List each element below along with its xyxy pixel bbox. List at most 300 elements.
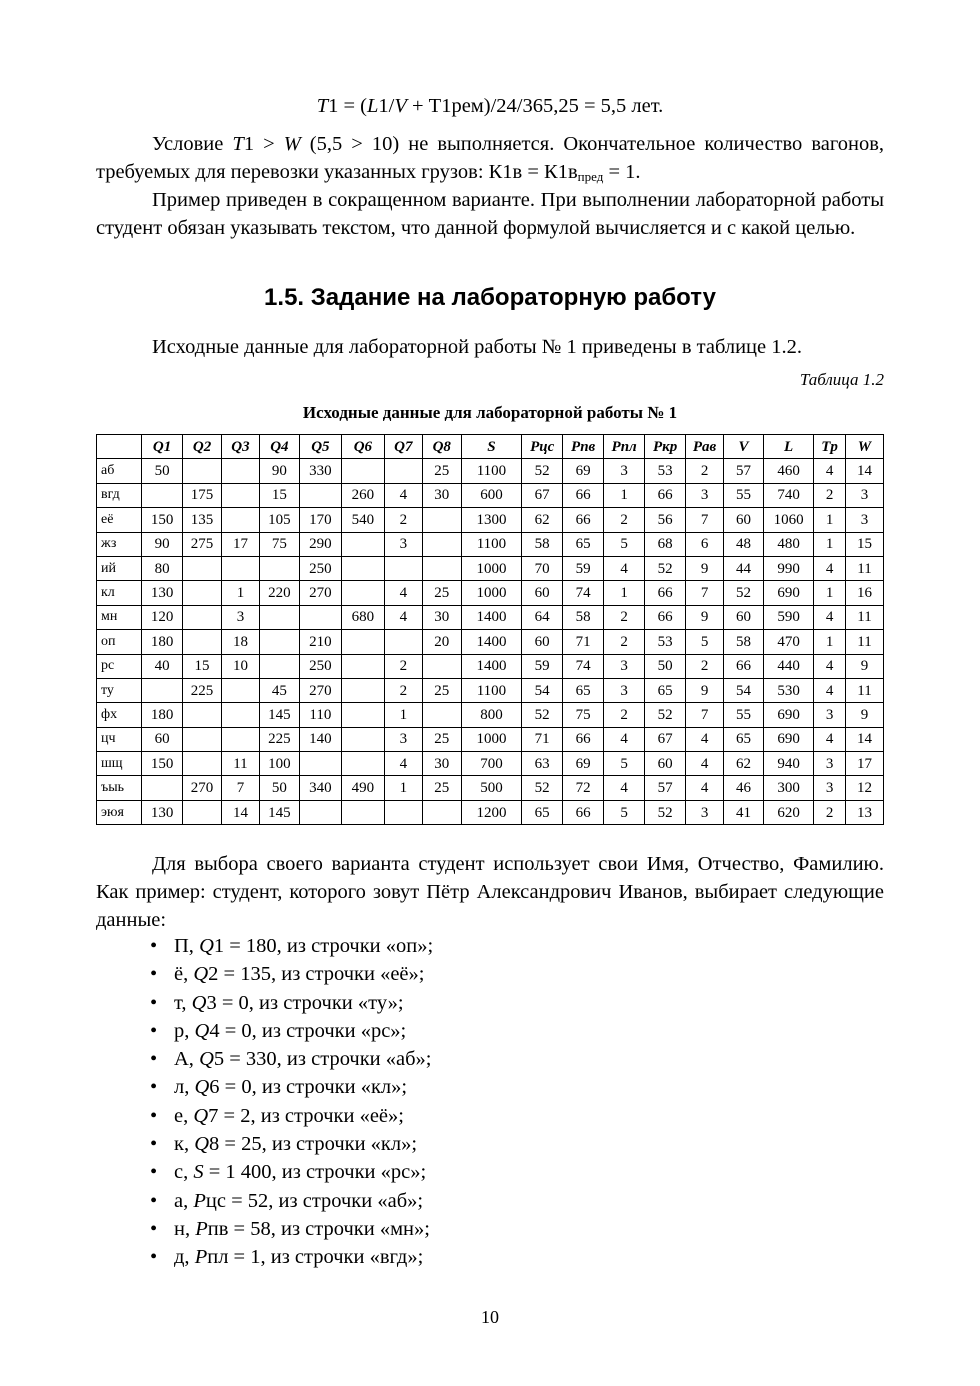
data-cell: 60 <box>522 581 563 605</box>
data-cell: 800 <box>461 703 521 727</box>
data-cell: 1 <box>384 776 422 800</box>
data-cell <box>183 605 222 629</box>
row-label-cell: цч <box>97 727 142 751</box>
header-cell: Q5 <box>299 435 341 459</box>
header-cell: Q8 <box>422 435 461 459</box>
data-cell: 1 <box>814 508 846 532</box>
header-cell: Q2 <box>183 435 222 459</box>
bullet-letter: е, <box>174 1104 194 1127</box>
bullet-variable: Q <box>194 1076 210 1099</box>
variant-bullet-item <box>148 1187 433 1215</box>
data-cell: 12 <box>845 776 883 800</box>
data-cell: 4 <box>384 752 422 776</box>
data-cell: 3 <box>222 605 260 629</box>
data-cell: 4 <box>814 654 846 678</box>
data-cell: 4 <box>686 776 724 800</box>
data-cell: 56 <box>645 508 686 532</box>
data-cell: 990 <box>763 556 813 580</box>
data-cell: 210 <box>299 630 341 654</box>
data-cell: 620 <box>763 800 813 824</box>
data-cell: 15 <box>183 654 222 678</box>
text-run: = 1. <box>603 161 641 183</box>
data-cell: 52 <box>645 800 686 824</box>
data-cell <box>222 483 260 507</box>
data-cell: 540 <box>341 508 384 532</box>
data-cell <box>384 556 422 580</box>
data-cell: 3 <box>845 508 883 532</box>
data-cell: 300 <box>763 776 813 800</box>
data-cell: 330 <box>299 459 341 483</box>
table-row <box>97 752 884 776</box>
bullet-letter: с, <box>174 1161 194 1184</box>
data-cell: 110 <box>299 703 341 727</box>
header-cell: Pав <box>686 435 724 459</box>
data-cell: 690 <box>763 727 813 751</box>
bullet-letter: р, <box>174 1019 195 1042</box>
table-row <box>97 556 884 580</box>
page-number: 10 <box>481 1307 499 1327</box>
data-cell <box>183 630 222 654</box>
table-row <box>97 727 884 751</box>
data-cell: 57 <box>645 776 686 800</box>
data-cell: 700 <box>461 752 521 776</box>
data-cell: 480 <box>763 532 813 556</box>
data-cell: 690 <box>763 581 813 605</box>
data-cell <box>341 532 384 556</box>
data-cell: 52 <box>645 556 686 580</box>
data-cell: 530 <box>763 678 813 702</box>
data-cell <box>341 678 384 702</box>
header-cell: Q6 <box>341 435 384 459</box>
table-row <box>97 703 884 727</box>
data-cell: 90 <box>259 459 299 483</box>
data-cell: 46 <box>724 776 764 800</box>
data-cell: 4 <box>384 605 422 629</box>
header-cell: Q1 <box>142 435 183 459</box>
row-label-cell: аб <box>97 459 142 483</box>
data-cell: 3 <box>814 776 846 800</box>
data-cell <box>222 556 260 580</box>
data-cell: 1100 <box>461 532 521 556</box>
text-run: 1 > <box>243 133 284 155</box>
data-cell: 13 <box>845 800 883 824</box>
bullet-variable: S <box>193 1161 204 1184</box>
data-cell: 5 <box>604 800 645 824</box>
table-header-row <box>97 435 884 459</box>
data-cell: 105 <box>259 508 299 532</box>
data-cell <box>341 630 384 654</box>
data-cell <box>222 459 260 483</box>
data-cell: 2 <box>384 508 422 532</box>
data-cell: 14 <box>222 800 260 824</box>
data-cell <box>384 630 422 654</box>
data-cell: 500 <box>461 776 521 800</box>
header-cell: W <box>845 435 883 459</box>
data-cell <box>384 459 422 483</box>
data-cell: 10 <box>222 654 260 678</box>
row-label-cell: её <box>97 508 142 532</box>
data-cell: 180 <box>142 630 183 654</box>
data-cell: 59 <box>522 654 563 678</box>
header-cell: Pцс <box>522 435 563 459</box>
bullet-text: = 1 400, из строчки «рс»; <box>203 1161 427 1184</box>
data-cell: 44 <box>724 556 764 580</box>
data-cell: 53 <box>645 630 686 654</box>
data-cell <box>183 581 222 605</box>
data-cell <box>422 800 461 824</box>
table-title: Исходные данные для лабораторной работы № 1 <box>302 403 678 422</box>
data-cell: 90 <box>142 532 183 556</box>
bullet-letter: д, <box>174 1246 195 1269</box>
row-label-cell: шщ <box>97 752 142 776</box>
formula-part: + Т1рем)/24/365,25 = 5,5 лет. <box>406 95 664 117</box>
bullet-text: 5 = 330, из строчки «аб»; <box>213 1048 432 1071</box>
data-cell <box>422 556 461 580</box>
data-cell <box>142 678 183 702</box>
data-cell: 70 <box>522 556 563 580</box>
data-cell: 4 <box>814 556 846 580</box>
bullet-text: пл = 1, из строчки «вгд»; <box>207 1246 424 1269</box>
data-cell: 2 <box>814 800 846 824</box>
table-row <box>97 605 884 629</box>
data-cell: 55 <box>724 703 764 727</box>
data-cell: 67 <box>645 727 686 751</box>
data-cell: 1000 <box>461 556 521 580</box>
data-cell <box>183 459 222 483</box>
data-cell: 3 <box>686 483 724 507</box>
data-cell: 67 <box>522 483 563 507</box>
data-cell: 2 <box>604 605 645 629</box>
data-cell: 5 <box>604 532 645 556</box>
data-cell: 52 <box>724 581 764 605</box>
row-label-cell: рс <box>97 654 142 678</box>
variant-bullet-item <box>148 1017 433 1045</box>
data-cell: 80 <box>142 556 183 580</box>
header-cell: Pпл <box>604 435 645 459</box>
bullet-text: 4 = 0, из строчки «рс»; <box>209 1019 407 1042</box>
data-cell: 7 <box>686 703 724 727</box>
bullet-text: цс = 52, из строчки «аб»; <box>205 1189 424 1212</box>
formula-part: 1 = ( <box>328 95 367 117</box>
data-cell: 11 <box>845 556 883 580</box>
data-cell <box>222 727 260 751</box>
data-cell: 3 <box>604 678 645 702</box>
data-cell: 5 <box>604 752 645 776</box>
variant-bullet-item <box>148 1130 433 1158</box>
data-cell <box>259 605 299 629</box>
data-cell: 1 <box>604 581 645 605</box>
header-cell-empty <box>97 435 142 459</box>
section-heading: 1.5. Задание на лабораторную работу <box>264 284 716 311</box>
data-cell: 45 <box>259 678 299 702</box>
data-cell: 66 <box>563 483 604 507</box>
data-cell: 3 <box>384 532 422 556</box>
variant-bullet-item <box>148 1215 433 1243</box>
data-cell: 74 <box>563 581 604 605</box>
data-cell <box>222 703 260 727</box>
variant-paragraph: Для выбора своего варианта студент использует свои Имя, Отчество, Фамилию. Как пример: студент, которого зовут Пётр Александрович Иванов, выбирает следующие данные: <box>96 853 884 931</box>
data-cell: 4 <box>814 605 846 629</box>
data-cell: 74 <box>563 654 604 678</box>
data-cell: 3 <box>686 800 724 824</box>
row-label-cell: вгд <box>97 483 142 507</box>
variant-bullet-list <box>148 932 433 1272</box>
bullet-letter: н, <box>174 1217 196 1240</box>
data-cell: 75 <box>259 532 299 556</box>
text-run: (5,5 > 10) не выполняется. Окончательное количество вагонов, требуемых для перевозки указанных грузов: К1в = К1в <box>96 133 884 183</box>
table-row <box>97 508 884 532</box>
data-cell: 30 <box>422 483 461 507</box>
data-cell <box>341 556 384 580</box>
row-label-cell: кл <box>97 581 142 605</box>
data-cell: 680 <box>341 605 384 629</box>
header-cell: L <box>763 435 813 459</box>
data-cell: 1 <box>814 581 846 605</box>
data-cell: 7 <box>686 581 724 605</box>
data-cell <box>142 776 183 800</box>
data-cell: 17 <box>845 752 883 776</box>
data-cell: 25 <box>422 776 461 800</box>
data-cell: 15 <box>259 483 299 507</box>
bullet-variable: Q <box>199 1048 214 1071</box>
bullet-text: 2 = 135, из строчки «её»; <box>208 963 425 986</box>
data-cell <box>341 800 384 824</box>
data-cell: 2 <box>604 508 645 532</box>
row-label-cell: ъыь <box>97 776 142 800</box>
data-cell <box>341 654 384 678</box>
data-cell: 130 <box>142 800 183 824</box>
header-cell: Pкр <box>645 435 686 459</box>
bullet-variable: P <box>195 1217 208 1240</box>
bullet-text: 6 = 0, из строчки «кл»; <box>209 1076 408 1099</box>
data-cell: 130 <box>142 581 183 605</box>
variant-bullet-item <box>148 960 433 988</box>
data-cell: 52 <box>522 459 563 483</box>
data-cell: 1000 <box>461 727 521 751</box>
data-cell: 2 <box>604 703 645 727</box>
bullet-text: 3 = 0, из строчки «ту»; <box>206 991 404 1014</box>
data-cell: 145 <box>259 800 299 824</box>
data-cell: 275 <box>183 532 222 556</box>
data-cell <box>142 483 183 507</box>
data-cell: 1 <box>814 532 846 556</box>
data-cell: 9 <box>686 678 724 702</box>
data-cell: 1400 <box>461 630 521 654</box>
data-cell: 66 <box>645 605 686 629</box>
bullet-variable: Q <box>191 991 207 1014</box>
data-cell: 58 <box>522 532 563 556</box>
data-cell: 260 <box>341 483 384 507</box>
data-cell: 2 <box>384 678 422 702</box>
table-row <box>97 678 884 702</box>
data-cell: 460 <box>763 459 813 483</box>
data-cell: 3 <box>845 483 883 507</box>
data-cell: 290 <box>299 532 341 556</box>
data-cell <box>341 727 384 751</box>
bullet-letter: т, <box>174 991 192 1014</box>
data-cell: 62 <box>724 752 764 776</box>
condition-paragraph <box>96 130 884 191</box>
data-cell <box>299 483 341 507</box>
bullet-variable: Q <box>194 1019 210 1042</box>
data-cell: 11 <box>222 752 260 776</box>
data-cell: 2 <box>604 630 645 654</box>
data-cell: 15 <box>845 532 883 556</box>
data-cell: 140 <box>299 727 341 751</box>
data-cell: 135 <box>183 508 222 532</box>
data-cell: 250 <box>299 654 341 678</box>
data-cell: 48 <box>724 532 764 556</box>
data-cell: 9 <box>845 703 883 727</box>
data-cell: 50 <box>259 776 299 800</box>
text-var: T <box>232 133 244 155</box>
table-row <box>97 459 884 483</box>
variant-bullet-item <box>148 1102 433 1130</box>
data-cell: 4 <box>814 459 846 483</box>
data-cell: 9 <box>686 605 724 629</box>
data-cell: 65 <box>645 678 686 702</box>
data-cell: 145 <box>259 703 299 727</box>
table-row <box>97 776 884 800</box>
data-cell: 66 <box>724 654 764 678</box>
data-cell: 75 <box>563 703 604 727</box>
variant-bullet-item <box>148 1073 433 1101</box>
data-cell: 4 <box>604 776 645 800</box>
header-cell: Q3 <box>222 435 260 459</box>
row-label-cell: оп <box>97 630 142 654</box>
data-cell <box>183 752 222 776</box>
data-cell: 50 <box>142 459 183 483</box>
data-cell: 340 <box>299 776 341 800</box>
data-cell: 60 <box>142 727 183 751</box>
data-cell: 9 <box>686 556 724 580</box>
data-cell <box>384 800 422 824</box>
data-cell: 30 <box>422 605 461 629</box>
data-cell: 63 <box>522 752 563 776</box>
data-cell: 470 <box>763 630 813 654</box>
data-cell <box>259 654 299 678</box>
data-cell: 17 <box>222 532 260 556</box>
data-cell: 40 <box>142 654 183 678</box>
formula-var-t: T <box>316 95 329 117</box>
data-cell: 440 <box>763 654 813 678</box>
data-cell: 58 <box>724 630 764 654</box>
row-label-cell: ту <box>97 678 142 702</box>
data-cell: 18 <box>222 630 260 654</box>
data-cell: 180 <box>142 703 183 727</box>
data-cell: 9 <box>845 654 883 678</box>
data-cell <box>422 654 461 678</box>
data-cell: 1300 <box>461 508 521 532</box>
data-cell: 1400 <box>461 605 521 629</box>
data-cell: 2 <box>686 654 724 678</box>
data-cell: 1060 <box>763 508 813 532</box>
data-cell: 14 <box>845 459 883 483</box>
data-cell <box>299 605 341 629</box>
data-cell: 41 <box>724 800 764 824</box>
bullet-letter: П, <box>174 935 200 957</box>
data-cell: 4 <box>604 727 645 751</box>
bullet-text: 7 = 2, из строчки «её»; <box>208 1104 404 1127</box>
data-cell <box>259 556 299 580</box>
data-cell: 60 <box>645 752 686 776</box>
data-cell <box>341 752 384 776</box>
data-cell: 270 <box>183 776 222 800</box>
formula-var-v: V <box>394 95 407 117</box>
data-cell: 740 <box>763 483 813 507</box>
data-cell: 170 <box>299 508 341 532</box>
table-row <box>97 483 884 507</box>
table-row <box>97 654 884 678</box>
formula-part: 1/ <box>378 95 395 117</box>
data-cell: 7 <box>686 508 724 532</box>
data-cell: 3 <box>814 703 846 727</box>
row-label-cell: эюя <box>97 800 142 824</box>
data-cell <box>341 459 384 483</box>
data-cell: 60 <box>724 605 764 629</box>
data-cell: 50 <box>645 654 686 678</box>
header-cell: Q7 <box>384 435 422 459</box>
data-cell: 59 <box>563 556 604 580</box>
bullet-variable: P <box>193 1189 206 1212</box>
data-cell: 600 <box>461 483 521 507</box>
data-cell: 11 <box>845 605 883 629</box>
data-cell: 30 <box>422 752 461 776</box>
data-cell: 4 <box>686 727 724 751</box>
bullet-letter: А, <box>174 1048 200 1071</box>
text-var: W <box>283 133 301 155</box>
row-label-cell: мн <box>97 605 142 629</box>
data-cell: 590 <box>763 605 813 629</box>
data-cell: 940 <box>763 752 813 776</box>
bullet-text: 1 = 180, из строчки «оп»; <box>213 935 434 957</box>
data-cell: 1000 <box>461 581 521 605</box>
data-cell: 72 <box>563 776 604 800</box>
bullet-text: 8 = 25, из строчки «кл»; <box>209 1133 418 1156</box>
table-row <box>97 581 884 605</box>
data-cell: 14 <box>845 727 883 751</box>
variant-bullet-item <box>148 1158 433 1186</box>
data-cell: 5 <box>686 630 724 654</box>
data-cell: 66 <box>563 727 604 751</box>
data-cell: 7 <box>222 776 260 800</box>
bullet-variable: P <box>194 1246 208 1269</box>
data-cell <box>183 703 222 727</box>
data-cell <box>183 727 222 751</box>
data-cell: 71 <box>522 727 563 751</box>
data-cell: 54 <box>724 678 764 702</box>
data-cell: 11 <box>845 678 883 702</box>
data-cell: 57 <box>724 459 764 483</box>
data-cell <box>341 703 384 727</box>
data-cell: 69 <box>563 752 604 776</box>
table-row <box>97 800 884 824</box>
intro-paragraph: Исходные данные для лабораторной работы № 1 приведены в таблице 1.2. <box>152 336 803 358</box>
formula-var-l: L <box>366 95 379 117</box>
data-cell: 53 <box>645 459 686 483</box>
data-cell: 690 <box>763 703 813 727</box>
bullet-variable: Q <box>193 963 209 986</box>
data-cell: 250 <box>299 556 341 580</box>
data-cell: 270 <box>299 678 341 702</box>
variant-bullet-item <box>148 932 433 960</box>
data-cell: 175 <box>183 483 222 507</box>
data-cell: 270 <box>299 581 341 605</box>
data-cell <box>222 508 260 532</box>
data-cell: 52 <box>645 703 686 727</box>
data-cell: 3 <box>384 727 422 751</box>
bullet-variable: Q <box>193 1104 209 1127</box>
